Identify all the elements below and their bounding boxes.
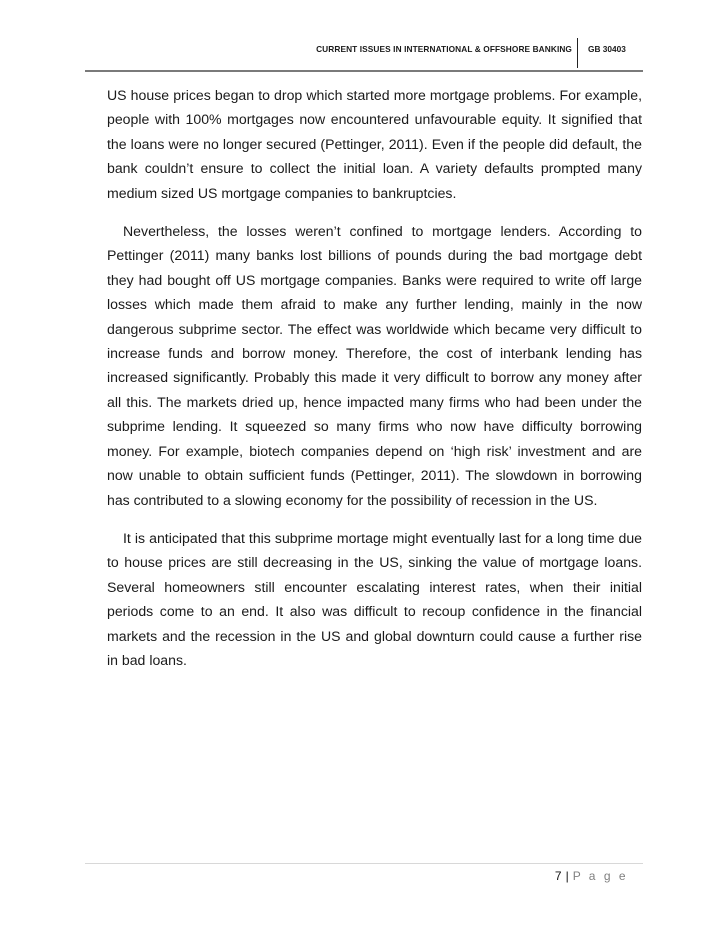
document-body [107, 83, 642, 686]
course-code: GB 30403 [588, 44, 626, 54]
header-title: CURRENT ISSUES IN INTERNATIONAL & OFFSHORE BANKING [316, 44, 572, 54]
footer-rule [85, 863, 643, 864]
paragraph-3: It is anticipated that this subprime mortage might eventually last for a long time due to house prices are still decreasing in the US, sinking the value of mortgage loans. Several homeowners still encounter escalating interest rates, when their initial periods come to an end. It also was difficult to recoup confidence in the financial markets and the recession in the US and global downturn could cause a further rise in bad loans. [107, 529, 642, 668]
header-rule [85, 70, 643, 72]
header-divider [577, 38, 578, 68]
page-number: 7 [554, 869, 562, 883]
paragraph-2: Nevertheless, the losses weren’t confined to mortgage lenders. According to Pettinger (2011) many banks lost billions of pounds during the bad mortgage debt they had bought off US mortgage companies. Banks were required to write off large losses which made them afraid to make any further lending, mainly in the now dangerous subprime sector. The effect was worldwide which became very difficult to increase funds and borrow money. Therefore, the cost of interbank lending has increased significantly. Probably this made it very difficult to borrow any money after all this. The markets dried up, hence impacted many firms who had been under the subprime lending. It squeezed so many firms who now have difficulty borrowing money. For example, biotech companies depend on ‘high risk’ investment and are now unable to obtain sufficient funds (Pettinger, 2011). The slowdown in borrowing has contributed to a slowing economy for the possibility of recession in the US. [107, 223, 642, 508]
page-separator: | [565, 869, 569, 883]
page-label: P a g e [572, 869, 628, 883]
page-header [0, 38, 728, 68]
page-footer [555, 869, 628, 883]
paragraph-1: US house prices began to drop which started more mortgage problems. For example, people with 100% mortgages now encountered unfavourable equity. It signified that the loans were no longer secured (Pettinger, 2011). Even if the people did default, the bank couldn’t ensure to collect the initial loan. A variety defaults prompted many medium sized US mortgage companies to bankruptcies. [107, 87, 642, 201]
